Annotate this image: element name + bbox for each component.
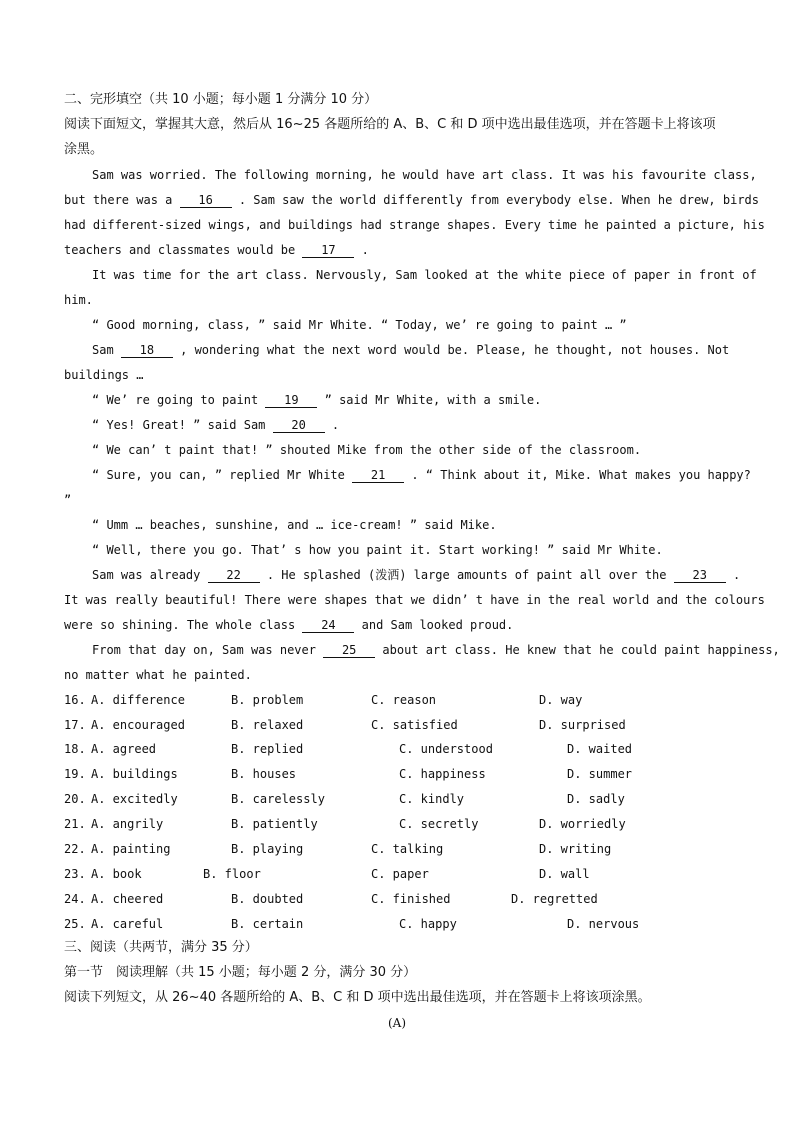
question-number: 23.: [64, 867, 86, 881]
option-a[interactable]: A. agreed: [91, 742, 157, 756]
section-3-subtitle: 第一节 阅读理解（共 15 小题；每小题 2 分，满分 30 分）: [64, 965, 417, 980]
option-b[interactable]: B. relaxed: [231, 718, 304, 732]
option-c[interactable]: C. secretly: [399, 817, 479, 831]
passage-line: were so shining. The whole class 24 and Sam looked proud.: [64, 618, 514, 632]
option-b[interactable]: B. playing: [231, 842, 304, 856]
option-c[interactable]: C. finished: [371, 892, 451, 906]
option-b[interactable]: B. doubted: [231, 892, 304, 906]
question-number: 19.: [64, 767, 86, 781]
option-d[interactable]: D. wall: [539, 867, 590, 881]
blank-19[interactable]: 19: [265, 393, 317, 408]
section-2-title: 二、完形填空（共 10 小题；每小题 1 分满分 10 分）: [64, 92, 378, 107]
blank-22[interactable]: 22: [208, 568, 260, 583]
question-number: 22.: [64, 842, 86, 856]
blank-25[interactable]: 25: [323, 643, 375, 658]
section-2-instructions: 阅读下面短文，掌握其大意，然后从 16~25 各题所给的 A、B、C 和 D 项中选出最佳选项，并在答题卡上将该项: [64, 117, 716, 132]
passage-line: From that day on, Sam was never 25 about art class. He knew that he could paint happiness,: [92, 643, 780, 657]
question-number: 24.: [64, 892, 86, 906]
option-d[interactable]: D. worriedly: [539, 817, 626, 831]
option-a[interactable]: A. angrily: [91, 817, 164, 831]
option-c[interactable]: C. reason: [371, 693, 437, 707]
blank-17[interactable]: 17: [302, 243, 354, 258]
option-d[interactable]: D. way: [539, 693, 583, 707]
passage-line: “ Yes! Great! ” said Sam 20 .: [92, 418, 340, 432]
option-d[interactable]: D. surprised: [539, 718, 626, 732]
option-a[interactable]: A. difference: [91, 693, 185, 707]
question-number: 25.: [64, 917, 86, 931]
passage-line: Sam 18 , wondering what the next word would be. Please, he thought, not houses. Not: [92, 343, 730, 357]
option-a[interactable]: A. cheered: [91, 892, 164, 906]
question-number: 21.: [64, 817, 86, 831]
option-b[interactable]: B. problem: [231, 693, 304, 707]
section-3-title: 三、阅读（共两节，满分 35 分）: [64, 940, 258, 955]
passage-line: buildings …: [64, 368, 144, 382]
question-number: 16.: [64, 693, 86, 707]
option-c[interactable]: C. kindly: [399, 792, 465, 806]
option-d[interactable]: D. summer: [567, 767, 633, 781]
option-c[interactable]: C. understood: [399, 742, 493, 756]
passage-line: Sam was already 22 . He splashed (泼洒) large amounts of paint all over the 23 .: [92, 568, 741, 582]
option-a[interactable]: A. book: [91, 867, 142, 881]
question-number: 17.: [64, 718, 86, 732]
blank-23[interactable]: 23: [674, 568, 726, 583]
option-d[interactable]: D. waited: [567, 742, 633, 756]
option-a[interactable]: A. excitedly: [91, 792, 178, 806]
option-d[interactable]: D. nervous: [567, 917, 640, 931]
option-d[interactable]: D. sadly: [567, 792, 625, 806]
passage-line: “ Umm … beaches, sunshine, and … ice-cream! ” said Mike.: [92, 518, 497, 532]
passage-line: “ Good morning, class, ” said Mr White. “ Today, we’ re going to paint … ”: [92, 318, 627, 332]
blank-21[interactable]: 21: [352, 468, 404, 483]
passage-line: no matter what he painted.: [64, 668, 252, 682]
passage-line: It was really beautiful! There were shapes that we didn’ t have in the real world and the colours: [64, 593, 765, 607]
passage-line: It was time for the art class. Nervously, Sam looked at the white piece of paper in front of: [92, 268, 757, 282]
passage-label: (A): [387, 1016, 407, 1030]
option-b[interactable]: B. carelessly: [231, 792, 325, 806]
passage-line: him.: [64, 293, 93, 307]
passage-line: teachers and classmates would be 17 .: [64, 243, 369, 257]
option-c[interactable]: C. happy: [399, 917, 457, 931]
question-number: 18.: [64, 742, 86, 756]
option-c[interactable]: C. talking: [371, 842, 444, 856]
option-a[interactable]: A. careful: [91, 917, 164, 931]
passage-line: “ We can’ t paint that! ” shouted Mike from the other side of the classroom.: [92, 443, 642, 457]
section-2-instructions-cont: 涂黑。: [64, 142, 104, 157]
option-c[interactable]: C. paper: [371, 867, 429, 881]
option-c[interactable]: C. happiness: [399, 767, 486, 781]
option-b[interactable]: B. replied: [231, 742, 304, 756]
option-b[interactable]: B. floor: [203, 867, 261, 881]
option-a[interactable]: A. painting: [91, 842, 171, 856]
passage-line: “ Sure, you can, ” replied Mr White 21 . “ Think about it, Mike. What makes you happy?: [92, 468, 751, 482]
passage-line: but there was a 16 . Sam saw the world differently from everybody else. When he drew, birds: [64, 193, 759, 207]
blank-24[interactable]: 24: [302, 618, 354, 633]
option-d[interactable]: D. writing: [539, 842, 612, 856]
option-b[interactable]: B. houses: [231, 767, 297, 781]
option-d[interactable]: D. regretted: [511, 892, 598, 906]
blank-20[interactable]: 20: [273, 418, 325, 433]
option-b[interactable]: B. patiently: [231, 817, 318, 831]
section-3-instructions: 阅读下列短文，从 26~40 各题所给的 A、B、C 和 D 项中选出最佳选项，并在答题卡上将该项涂黑。: [64, 990, 651, 1005]
blank-18[interactable]: 18: [121, 343, 173, 358]
option-b[interactable]: B. certain: [231, 917, 304, 931]
option-a[interactable]: A. buildings: [91, 767, 178, 781]
passage-line: “ Well, there you go. That’ s how you paint it. Start working! ” said Mr White.: [92, 543, 663, 557]
question-number: 20.: [64, 792, 86, 806]
blank-16[interactable]: 16: [180, 193, 232, 208]
passage-line: ”: [64, 493, 72, 507]
option-c[interactable]: C. satisfied: [371, 718, 458, 732]
passage-line: had different-sized wings, and buildings had strange shapes. Every time he painted a picture, his: [64, 218, 765, 232]
passage-line: “ We’ re going to paint 19 ” said Mr White, with a smile.: [92, 393, 542, 407]
passage-line: Sam was worried. The following morning, he would have art class. It was his favourite class,: [92, 168, 757, 182]
option-a[interactable]: A. encouraged: [91, 718, 185, 732]
